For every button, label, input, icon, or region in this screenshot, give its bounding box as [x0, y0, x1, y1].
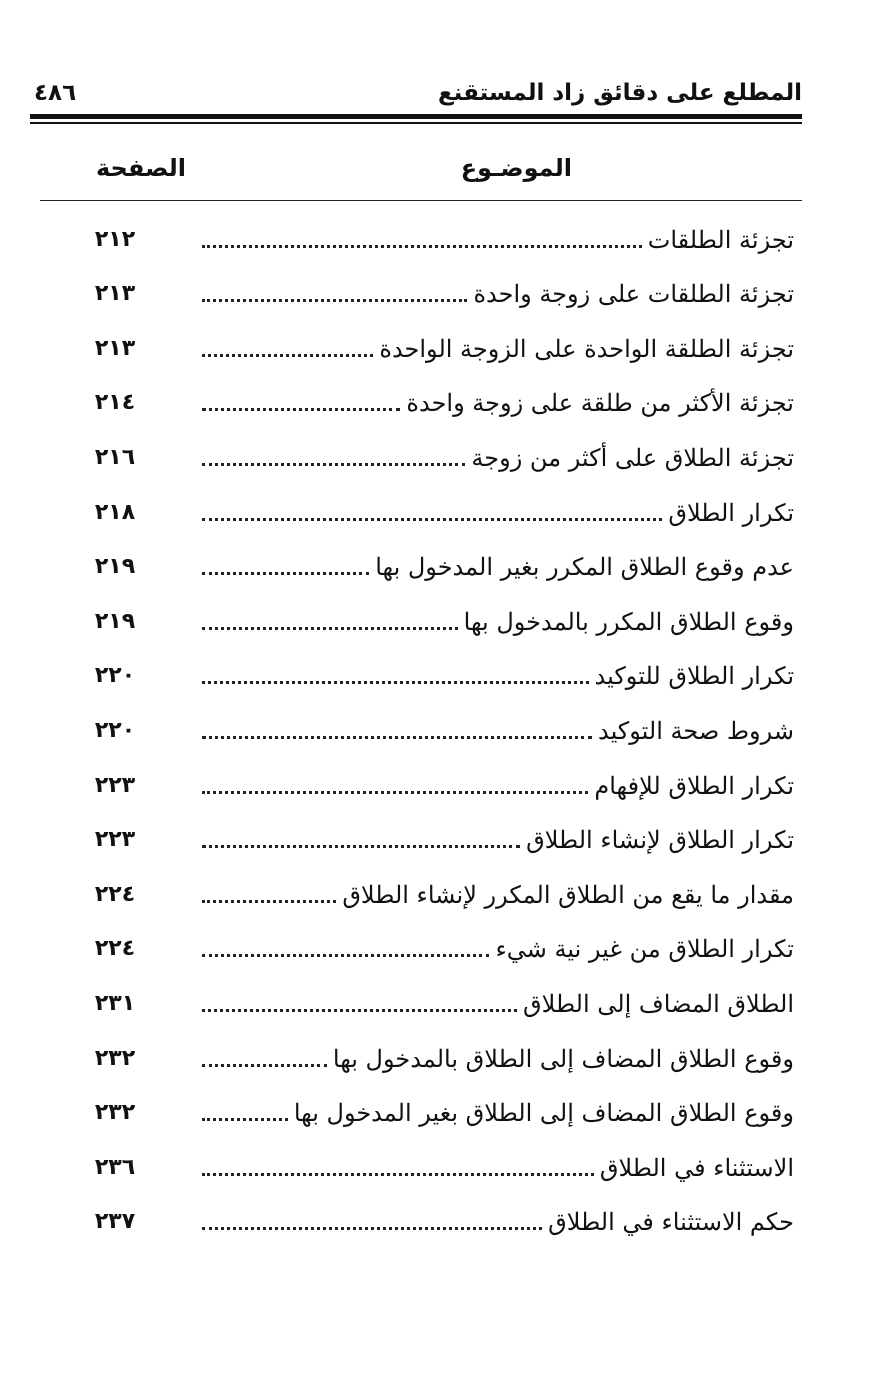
- entry-page-number: ٢١٣: [94, 281, 136, 307]
- toc-entry: [40, 314, 802, 369]
- entry-title: تكرار الطلاق للتوكيد: [594, 662, 794, 691]
- toc-entry: [40, 1133, 802, 1188]
- table-of-contents: [40, 142, 802, 1242]
- toc-entry: [40, 260, 802, 315]
- entry-page-number: ٢٢٣: [94, 827, 136, 853]
- column-header-topic: الموضـوع: [460, 154, 572, 182]
- header-rule-thin: [30, 122, 802, 124]
- entry-title: تكرار الطلاق من غير نية شيء: [495, 935, 794, 964]
- entry-title: تكرار الطلاق للإفهام: [594, 771, 794, 800]
- entry-title: تجزئة الطلقات على زوجة واحدة: [473, 280, 794, 309]
- entry-page-number: ٢٣٢: [94, 1045, 136, 1071]
- toc-entry: [40, 751, 802, 806]
- toc-entry: [40, 478, 802, 533]
- dot-leader: [202, 1064, 327, 1067]
- dot-leader: [202, 681, 589, 684]
- entry-page-number: ٢١٢: [94, 226, 136, 252]
- dot-leader: [202, 299, 467, 302]
- dot-leader: [202, 518, 662, 521]
- entry-page-number: ٢٢٤: [94, 936, 136, 962]
- toc-entry: [40, 696, 802, 751]
- entry-title: تجزئة الطلاق على أكثر من زوجة: [471, 443, 794, 472]
- dot-leader: [202, 627, 458, 630]
- toc-entry: [40, 423, 802, 478]
- column-header-page: الصفحة: [96, 154, 187, 182]
- toc-entry: [40, 1079, 802, 1134]
- entry-page-number: ٢٣٦: [94, 1154, 136, 1180]
- toc-entry: [40, 1188, 802, 1243]
- entry-page-number: ٢١٤: [94, 390, 136, 416]
- dot-leader: [202, 572, 369, 575]
- dot-leader: [202, 845, 520, 848]
- toc-entry: [40, 860, 802, 915]
- entry-page-number: ٢١٩: [94, 608, 136, 634]
- toc-entry: [40, 642, 802, 697]
- toc-entry: [40, 533, 802, 588]
- dot-leader: [202, 1173, 594, 1176]
- entry-page-number: ٢٣٧: [94, 1209, 136, 1235]
- toc-entry: [40, 915, 802, 970]
- entry-title: وقوع الطلاق المضاف إلى الطلاق بغير المدخول بها: [293, 1099, 794, 1128]
- entry-title: شروط صحة التوكيد: [597, 716, 794, 745]
- dot-leader: [202, 463, 465, 466]
- dot-leader: [202, 245, 642, 248]
- entry-page-number: ٢٣١: [94, 990, 136, 1016]
- entry-title: وقوع الطلاق المضاف إلى الطلاق بالمدخول بها: [332, 1044, 794, 1073]
- dot-leader: [202, 736, 592, 739]
- entry-page-number: ٢٣٢: [94, 1100, 136, 1126]
- entry-page-number: ٢١٣: [94, 335, 136, 361]
- toc-entry: [40, 587, 802, 642]
- entry-title: عدم وقوع الطلاق المكرر بغير المدخول بها: [375, 553, 794, 582]
- entry-page-number: ٢١٩: [94, 554, 136, 580]
- dot-leader: [202, 354, 373, 357]
- entry-title: تجزئة الأكثر من طلقة على زوجة واحدة: [406, 389, 794, 418]
- dot-leader: [202, 408, 400, 411]
- dot-leader: [202, 791, 588, 794]
- toc-rows: [40, 205, 802, 1242]
- entry-title: مقدار ما يقع من الطلاق المكرر لإنشاء الطلاق: [342, 880, 794, 909]
- running-header: [30, 78, 802, 118]
- entry-title: تكرار الطلاق لإنشاء الطلاق: [526, 826, 794, 855]
- header-rule-thick: [30, 114, 802, 119]
- dot-leader: [202, 1118, 288, 1121]
- entry-title: الاستثناء في الطلاق: [599, 1153, 794, 1182]
- toc-entry: [40, 369, 802, 424]
- entry-title: تجزئة الطلقة الواحدة على الزوجة الواحدة: [379, 334, 794, 363]
- entry-page-number: ٢٢٠: [94, 663, 136, 689]
- dot-leader: [202, 900, 336, 903]
- entry-title: حكم الاستثناء في الطلاق: [548, 1208, 794, 1237]
- toc-entry: [40, 969, 802, 1024]
- dot-leader: [202, 1227, 542, 1230]
- entry-title: تجزئة الطلقات: [647, 225, 794, 254]
- entry-page-number: ٢٢٠: [94, 717, 136, 743]
- dot-leader: [202, 954, 489, 957]
- entry-page-number: ٢٢٤: [94, 881, 136, 907]
- book-title: المطلع على دقائق زاد المستقنع: [437, 80, 802, 106]
- page-number: ٤٨٦: [34, 80, 77, 106]
- entry-page-number: ٢١٨: [94, 499, 136, 525]
- entry-page-number: ٢٢٣: [94, 772, 136, 798]
- toc-entry: [40, 205, 802, 260]
- entry-title: الطلاق المضاف إلى الطلاق: [523, 989, 794, 1018]
- entry-title: تكرار الطلاق: [668, 498, 794, 527]
- dot-leader: [202, 1009, 517, 1012]
- toc-entry: [40, 806, 802, 861]
- entry-title: وقوع الطلاق المكرر بالمدخول بها: [463, 607, 794, 636]
- toc-entry: [40, 1024, 802, 1079]
- toc-header: [40, 142, 802, 201]
- entry-page-number: ٢١٦: [94, 444, 136, 470]
